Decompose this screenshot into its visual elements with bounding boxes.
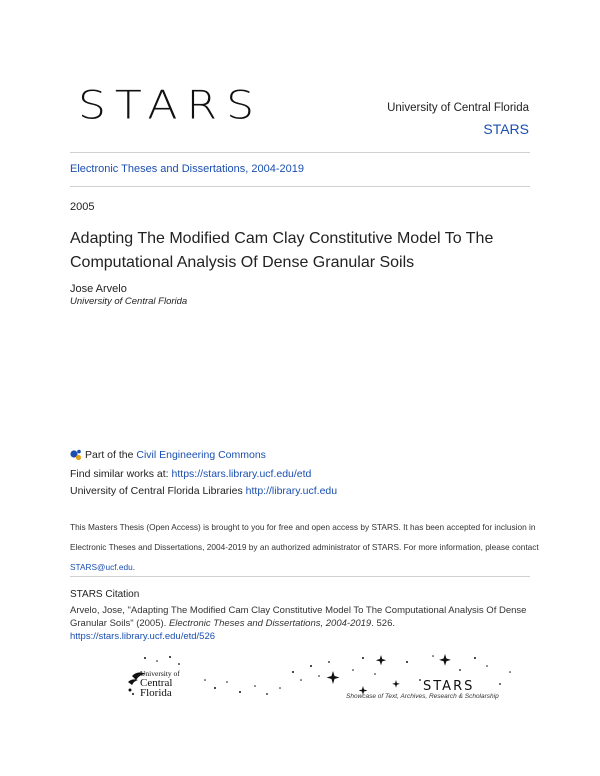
header-divider bbox=[70, 152, 530, 153]
citation-journal: Electronic Theses and Dissertations, 2004-2019 bbox=[168, 618, 372, 629]
citation-heading: STARS Citation bbox=[70, 589, 140, 600]
author-affiliation: University of Central Florida bbox=[70, 296, 188, 307]
ucf-central-text: Central bbox=[140, 677, 173, 689]
series-divider bbox=[70, 186, 530, 187]
notice-end: . bbox=[132, 562, 135, 572]
footer-tagline: Showcase of Text, Archives, Research & Scholarship bbox=[346, 693, 499, 700]
ucf-small-text: University of bbox=[140, 669, 180, 678]
author-name: Jose Arvelo bbox=[70, 283, 127, 295]
ucf-florida-text: Florida bbox=[140, 687, 172, 699]
stars-logo: STARS bbox=[78, 82, 263, 129]
notice-text: This Masters Thesis (Open Access) is brought to you for free and open access by STARS. It has been accepted for inclusion in Electronic Theses and Dissertations, 2004-2019 by an authorized administrator of STARS. For more information, please contact bbox=[70, 522, 539, 552]
footer-stars-logo: STARS bbox=[423, 679, 475, 694]
citation-url-link[interactable]: https://stars.library.ucf.edu/etd/526 bbox=[70, 631, 216, 642]
university-name: University of Central Florida bbox=[387, 102, 529, 114]
find-similar-prefix: Find similar works at: bbox=[70, 468, 172, 480]
publication-year: 2005 bbox=[70, 201, 95, 213]
libraries-link[interactable]: http://library.ucf.edu bbox=[245, 485, 338, 497]
find-similar-link[interactable]: https://stars.library.ucf.edu/etd bbox=[171, 468, 312, 480]
contact-email-link[interactable]: STARS@ucf.edu bbox=[70, 562, 133, 572]
libraries-line bbox=[70, 485, 337, 497]
part-of-prefix: Part of the bbox=[85, 449, 137, 461]
citation-tail: . 526. bbox=[371, 618, 395, 629]
network-icon bbox=[70, 449, 82, 461]
find-similar-line bbox=[70, 468, 311, 480]
civil-engineering-commons-link[interactable]: Civil Engineering Commons bbox=[136, 449, 266, 461]
series-link[interactable]: Electronic Theses and Dissertations, 2004-2019 bbox=[70, 163, 304, 175]
stars-link[interactable]: STARS bbox=[483, 121, 529, 137]
citation-divider bbox=[70, 576, 530, 577]
citation-body: Arvelo, Jose, "Adapting The Modified Cam Clay Constitutive Model To The Computational Analysis Of Dense Granular Soils" (2005). bbox=[70, 605, 527, 629]
document-title: Adapting The Modified Cam Clay Constitutive Model To The Computational Analysis Of Dense Granular Soils bbox=[70, 230, 494, 271]
access-notice bbox=[70, 517, 540, 577]
citation-text bbox=[70, 604, 540, 643]
part-of-line bbox=[70, 449, 266, 461]
ucf-wordmark bbox=[140, 669, 180, 698]
libraries-prefix: University of Central Florida Libraries bbox=[70, 485, 246, 497]
